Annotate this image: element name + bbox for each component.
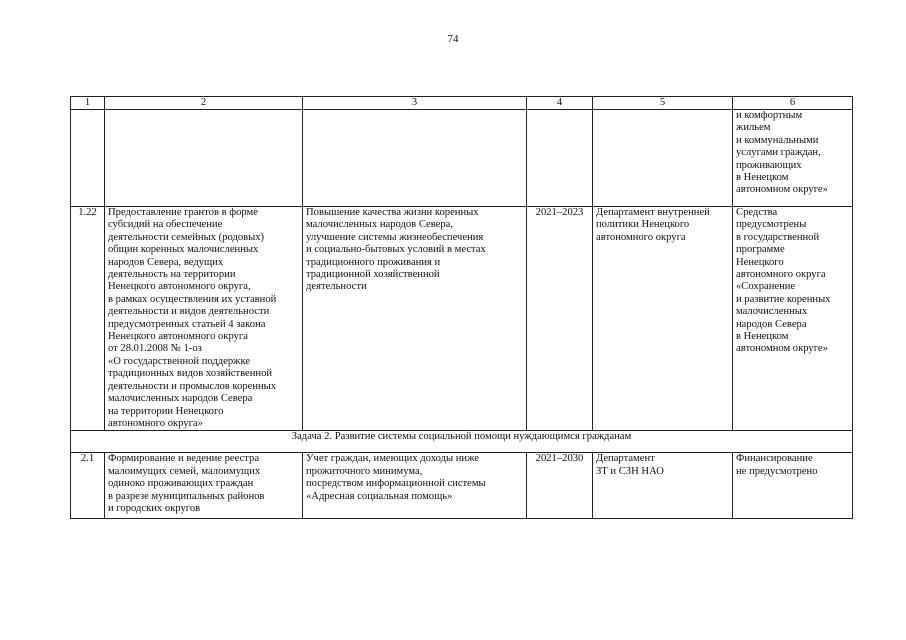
measure-cell: Формирование и ведение реестра малоимущих семей, малоимущих одиноко проживающих граждан в разрезе муниципальных районов и городских округов — [105, 453, 303, 519]
executor-cell: Департамент внутренней политики Ненецкого автономного округа — [593, 207, 733, 431]
measure-cell — [105, 110, 303, 207]
row-number: 1.22 — [71, 207, 105, 431]
table-header-row — [71, 97, 853, 110]
table-row — [71, 207, 853, 431]
financing-cell: и комфортным жильем и коммунальными услугами граждан, проживающих в Ненецком автономном округе» — [733, 110, 853, 207]
period-cell: 2021–2023 — [527, 207, 593, 431]
result-cell: Учет граждан, имеющих доходы ниже прожиточного минимума, посредством информационной системы «Адресная социальная помощь» — [303, 453, 527, 519]
financing-cell: Финансирование не предусмотрено — [733, 453, 853, 519]
result-cell: Повышение качества жизни коренных малочисленных народов Севера, улучшение системы жизнеобеспечения и социально-бытовых условий в местах традиционного проживания и традиционной хозяйственной деятельности — [303, 207, 527, 431]
period-cell: 2021–2030 — [527, 453, 593, 519]
table-row — [71, 453, 853, 519]
column-header: 3 — [303, 97, 527, 110]
column-header: 6 — [733, 97, 853, 110]
column-header: 4 — [527, 97, 593, 110]
page-number: 74 — [447, 33, 459, 45]
row-number — [71, 110, 105, 207]
task-heading: Задача 2. Развитие системы социальной помощи нуждающимся гражданам — [71, 431, 853, 453]
period-cell — [527, 110, 593, 207]
row-number: 2.1 — [71, 453, 105, 519]
column-header: 1 — [71, 97, 105, 110]
measures-table — [70, 96, 853, 519]
column-header: 5 — [593, 97, 733, 110]
measure-cell: Предоставление грантов в форме субсидий на обеспечение деятельности семейных (родовых) общин коренных малочисленных народов Севера, ведущих деятельность на территории Ненецкого автономного округа, в рамках осуществления их уставной деятельности и видов деятельности предусмотренных статьей 4 закона Ненецкого автономного округа от 28.01.2008 № 1-оз «О государственной поддержке традиционных видов хозяйственной деятельности и промыслов коренных малочисленных народов Севера на территории Ненецкого автономного округа» — [105, 207, 303, 431]
task-heading-row — [71, 431, 853, 453]
executor-cell: Департамент ЗТ и СЗН НАО — [593, 453, 733, 519]
executor-cell — [593, 110, 733, 207]
column-header: 2 — [105, 97, 303, 110]
financing-cell: Средства предусмотрены в государственной программе Ненецкого автономного округа «Сохранение и развитие коренных малочисленных народов Севера в Ненецком автономном округе» — [733, 207, 853, 431]
table-row — [71, 110, 853, 207]
result-cell — [303, 110, 527, 207]
